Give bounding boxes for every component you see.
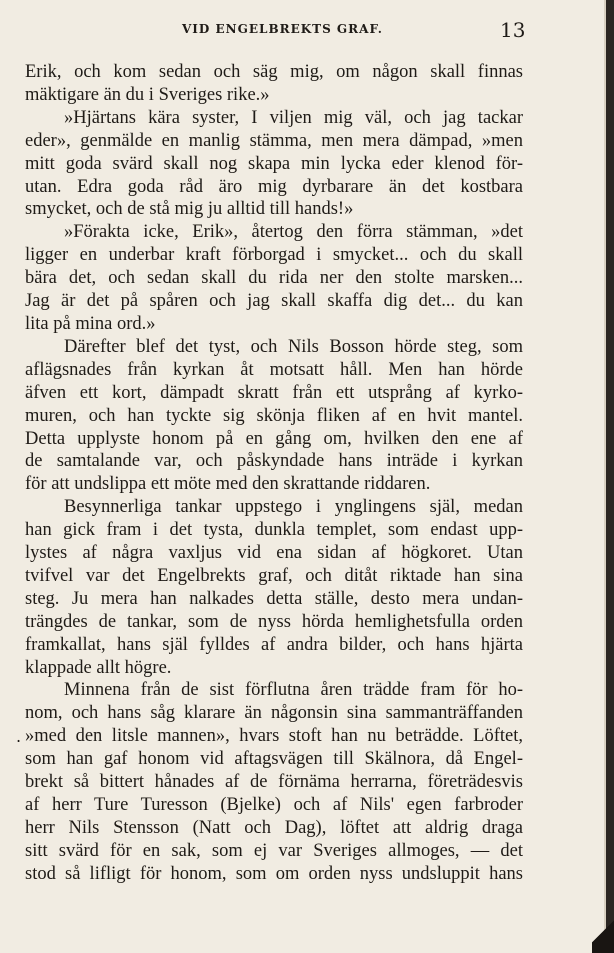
text-line: ligger en underbar kraft förborgad i smycket... och du skall xyxy=(25,245,523,266)
text-line: lystes af några vaxljus vid ena sidan af högkoret. Utan xyxy=(25,543,523,564)
text-line: han gick fram i det tysta, dunkla templet, som endast upp- xyxy=(25,520,523,541)
text-line: af herr Ture Turesson (Bjelke) och af Nils' egen farbroder xyxy=(25,795,523,815)
text-line: Därefter blef det tyst, och Nils Bosson hörde steg, som xyxy=(64,336,523,357)
text-line: framkallat, hans själ fylldes af andra bilder, och hans hjärta xyxy=(25,634,523,655)
page-text xyxy=(25,61,523,886)
text-line: bära det, och sedan skall du rida ner den stolte marsken... xyxy=(25,268,523,289)
text-line: brekt så bittert hånades af de förnäma herrarna, företrädesvis xyxy=(25,772,523,793)
text-line: Minnena från de sist förflutna åren trädde fram för ho- xyxy=(64,680,523,701)
page-edge xyxy=(606,0,614,953)
text-line: mitt goda svärd skall nog skapa min lycka eder klenod för- xyxy=(25,153,523,174)
page-number: 13 xyxy=(500,18,526,42)
text-line: Jag är det på spåren och jag skall skaffa dig det... du kan xyxy=(25,291,523,312)
text-line: Detta upplyste honom på en gång om, hvilken den ene af xyxy=(25,428,523,449)
text-line: herr Nils Stensson (Natt och Dag), löftet att aldrig draga xyxy=(25,817,523,838)
text-line: aflägsnades från kyrkan åt motsatt håll. Men han hörde xyxy=(25,359,523,380)
text-line: stod så lifligt för honom, som om orden nyss undsluppit hans xyxy=(25,863,523,884)
text-line: mäktigare än du i Sveriges rike.» xyxy=(25,84,270,105)
text-line: klappade allt högre. xyxy=(25,657,172,678)
text-line: tvifvel var det Engelbrekts graf, och ditåt riktade han sina xyxy=(25,565,523,586)
text-line: smycket, och de stå mig ju alltid till hands!» xyxy=(25,199,354,220)
text-line: steg. Ju mera han nalkades detta ställe, desto mera undan- xyxy=(25,588,523,609)
text-line: utan. Edra goda råd äro mig dyrbarare än det kostbara xyxy=(25,176,523,197)
text-line: »Hjärtans kära syster, I viljen mig väl, och jag tackar xyxy=(64,107,523,128)
text-line: »Förakta icke, Erik», återtog den förra stämman, »det xyxy=(64,222,523,243)
text-line: nom, och hans såg klarare än någonsin sina sammanträffanden xyxy=(25,703,523,724)
text-line: »med den litsle mannen», hvars stoft han nu beträdde. Löftet, xyxy=(25,726,523,747)
page-corner-fold xyxy=(592,909,614,953)
text-line: de samtalande var, och påskyndade hans inträde i kyrkan xyxy=(25,451,523,472)
text-line: muren, och han tyckte sig skönja fliken af en hvit mantel. xyxy=(25,405,523,426)
text-line: sitt svärd för en sak, som ej var Sveriges allmoges, — det xyxy=(25,840,523,861)
running-header: VID ENGELBREKTS GRAF. xyxy=(182,22,383,36)
text-line: Besynnerliga tankar uppstego i ynglingens själ, medan xyxy=(64,497,523,518)
text-line: äfven ett kort, dämpadt skratt från ett utsprång af kyrko- xyxy=(25,382,523,403)
margin-mark: . xyxy=(16,727,22,746)
text-line: eder», genmälde en manlig stämma, men mera dämpad, »men xyxy=(25,130,523,151)
text-line: Erik, och kom sedan och säg mig, om någon skall finnas xyxy=(25,62,523,82)
text-line: lita på mina ord.» xyxy=(25,313,156,334)
text-line: för att undslippa ett möte med den skrattande riddaren. xyxy=(25,474,431,495)
text-line: som han gaf honom vid aftagsvägen till Skälnora, då Engel- xyxy=(25,749,523,770)
text-line: trängdes de tankar, som de nyss hörda hemlighetsfulla orden xyxy=(25,611,523,632)
